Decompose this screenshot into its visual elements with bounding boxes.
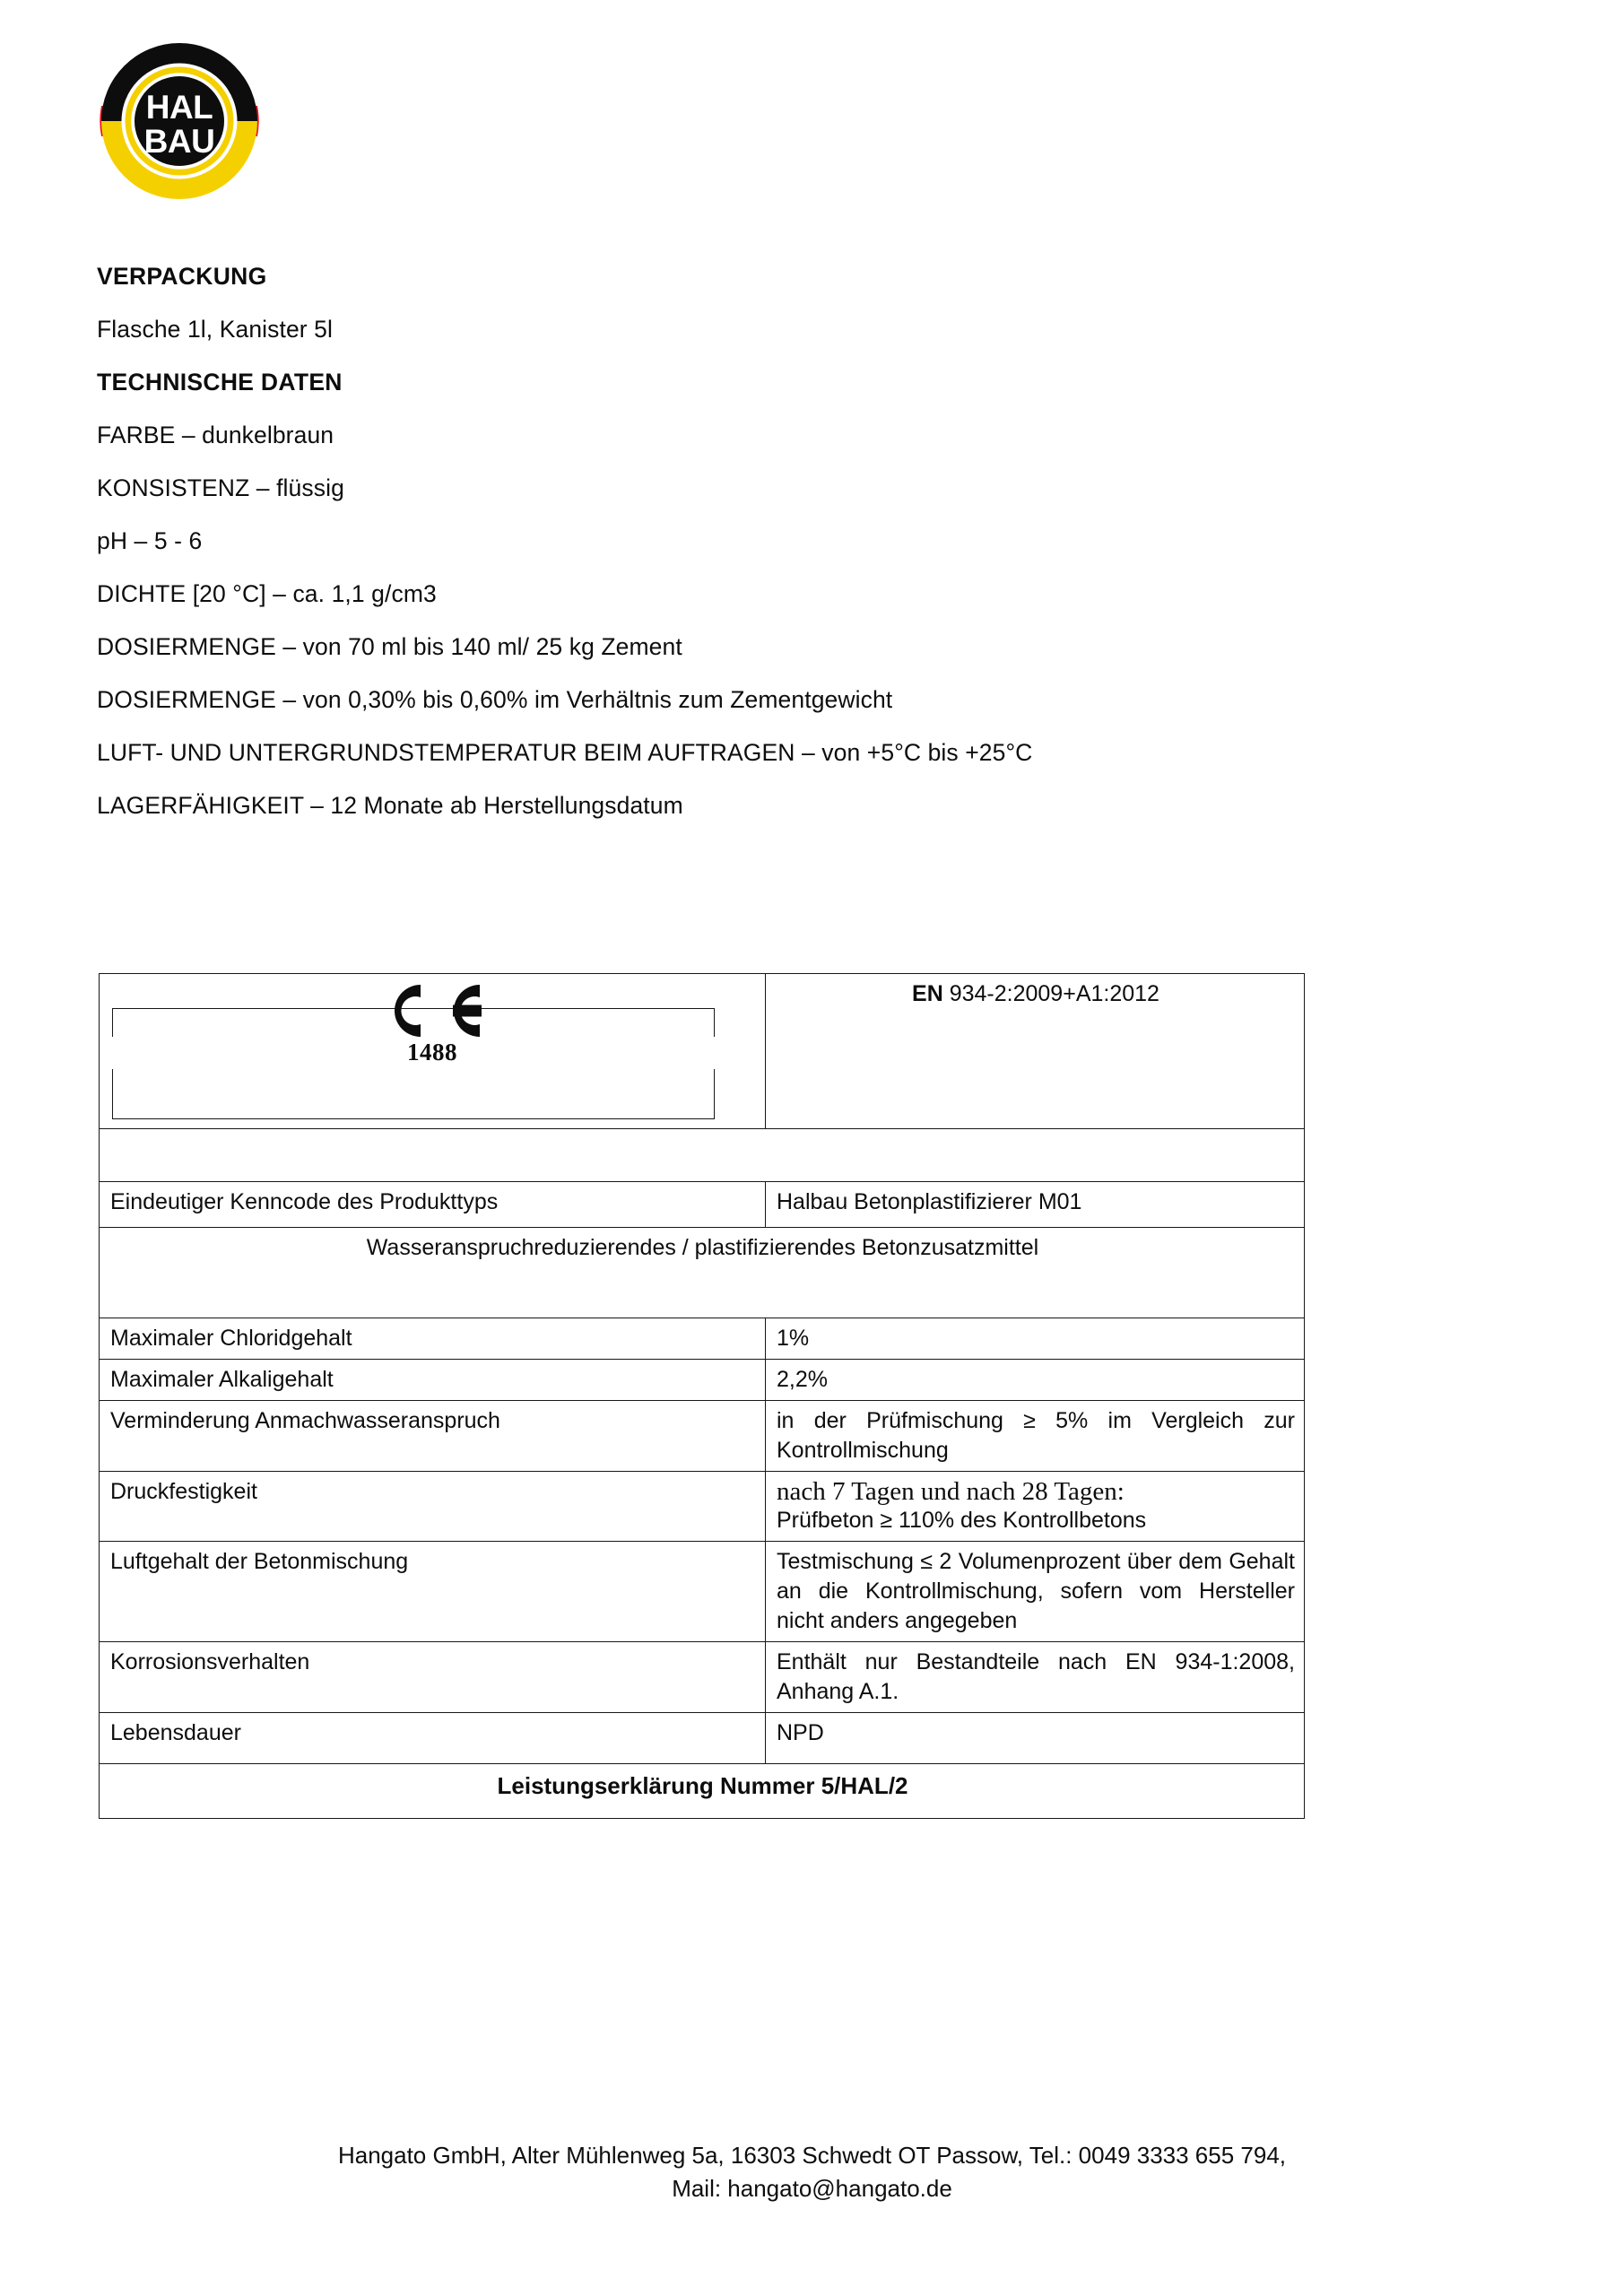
table-row — [100, 1472, 1305, 1542]
row-value-korrosion: Enthält nur Bestandteile nach EN 934-1:2008, Anhang A.1. — [766, 1642, 1305, 1713]
product-code-label: Eindeutiger Kenncode des Produkttyps — [100, 1182, 766, 1228]
footer-line-address: Hangato GmbH, Alter Mühlenweg 5a, 16303 Schwedt OT Passow, Tel.: 0049 3333 655 794, — [337, 2142, 1287, 2169]
product-code-value: Halbau Betonplastifizierer M01 — [766, 1182, 1305, 1228]
row-value-luftgehalt: Testmischung ≤ 2 Volumenprozent über dem Gehalt an die Kontrollmischung, sofern vom Hersteller nicht anders angegeben — [766, 1542, 1305, 1642]
footer-line-mail: Mail: hangato@hangato.de — [672, 2174, 952, 2202]
row-label-wasseranspruch: Verminderung Anmachwasseranspruch — [100, 1401, 766, 1472]
heading-verpackung: VERPACKUNG — [97, 263, 267, 290]
en-standard-number: 934-2:2009+A1:2012 — [942, 981, 1159, 1006]
row-label-alkali: Maximaler Alkaligehalt — [100, 1360, 766, 1401]
text-verpackung-value: Flasche 1l, Kanister 5l — [97, 316, 334, 343]
spacer-cell — [100, 1129, 1305, 1182]
spec-dosiermenge-ml: DOSIERMENGE – von 70 ml bis 140 ml/ 25 kg Zement — [97, 633, 682, 660]
table-row-spacer — [100, 1129, 1305, 1182]
spec-temperatur: LUFT- UND UNTERGRUNDSTEMPERATUR BEIM AUFTRAGEN – von +5°C bis +25°C — [97, 739, 1033, 766]
row-label-chlorid: Maximaler Chloridgehalt — [100, 1318, 766, 1360]
ce-notified-body-number: 1488 — [100, 1037, 765, 1069]
row-label-lebensdauer: Lebensdauer — [100, 1713, 766, 1764]
row-label-druckfestigkeit: Druckfestigkeit — [100, 1472, 766, 1542]
en-standard-prefix: EN — [912, 981, 943, 1006]
halbau-logo — [94, 36, 265, 206]
technical-data-section — [97, 265, 1532, 847]
spec-lagerfaehigkeit: LAGERFÄHIGKEIT – 12 Monate ab Herstellungsdatum — [97, 792, 683, 819]
spec-konsistenz: KONSISTENZ – flüssig — [97, 474, 344, 501]
table-row-ce-header — [100, 974, 1305, 1129]
spec-farbe: FARBE – dunkelbraun — [97, 422, 334, 448]
declaration-of-performance-table — [99, 973, 1305, 1819]
logo-text-line1: HAL — [145, 89, 213, 126]
table-row-product-subtype — [100, 1228, 1305, 1318]
halbau-logo-icon — [94, 36, 265, 206]
en-standard-cell — [766, 974, 1305, 1129]
table-row-declaration-number — [100, 1764, 1305, 1819]
row-label-korrosion: Korrosionsverhalten — [100, 1642, 766, 1713]
row-label-luftgehalt: Luftgehalt der Betonmischung — [100, 1542, 766, 1642]
table-row — [100, 1318, 1305, 1360]
heading-technische-daten: TECHNISCHE DATEN — [97, 369, 343, 396]
spec-ph: pH – 5 - 6 — [97, 527, 203, 554]
row-value-druckfestigkeit-line1: nach 7 Tagen und nach 28 Tagen: — [777, 1477, 1125, 1506]
table-row — [100, 1642, 1305, 1713]
table-row-product-code — [100, 1182, 1305, 1228]
row-value-alkali: 2,2% — [766, 1360, 1305, 1401]
spec-dichte: DICHTE [20 °C] – ca. 1,1 g/cm3 — [97, 580, 437, 607]
table-row — [100, 1360, 1305, 1401]
page-footer — [0, 2139, 1624, 2205]
row-value-lebensdauer: NPD — [766, 1713, 1305, 1764]
row-value-druckfestigkeit — [766, 1472, 1305, 1542]
product-subtype-value: Wasseranspruchreduzierendes / plastifizierendes Betonzusatzmittel — [100, 1228, 1305, 1318]
table-row — [100, 1542, 1305, 1642]
row-value-wasseranspruch: in der Prüfmischung ≥ 5% im Vergleich zur Kontrollmischung — [766, 1401, 1305, 1472]
spec-dosiermenge-prozent: DOSIERMENGE – von 0,30% bis 0,60% im Verhältnis zum Zementgewicht — [97, 686, 893, 713]
logo-text-line2: BAU — [143, 123, 215, 160]
row-value-chlorid: 1% — [766, 1318, 1305, 1360]
ce-mark-cell — [100, 974, 766, 1129]
declaration-number-value: Leistungserklärung Nummer 5/HAL/2 — [100, 1764, 1305, 1819]
table-row — [100, 1401, 1305, 1472]
table-row — [100, 1713, 1305, 1764]
row-value-druckfestigkeit-line2: Prüfbeton ≥ 110% des Kontrollbetons — [777, 1508, 1147, 1534]
